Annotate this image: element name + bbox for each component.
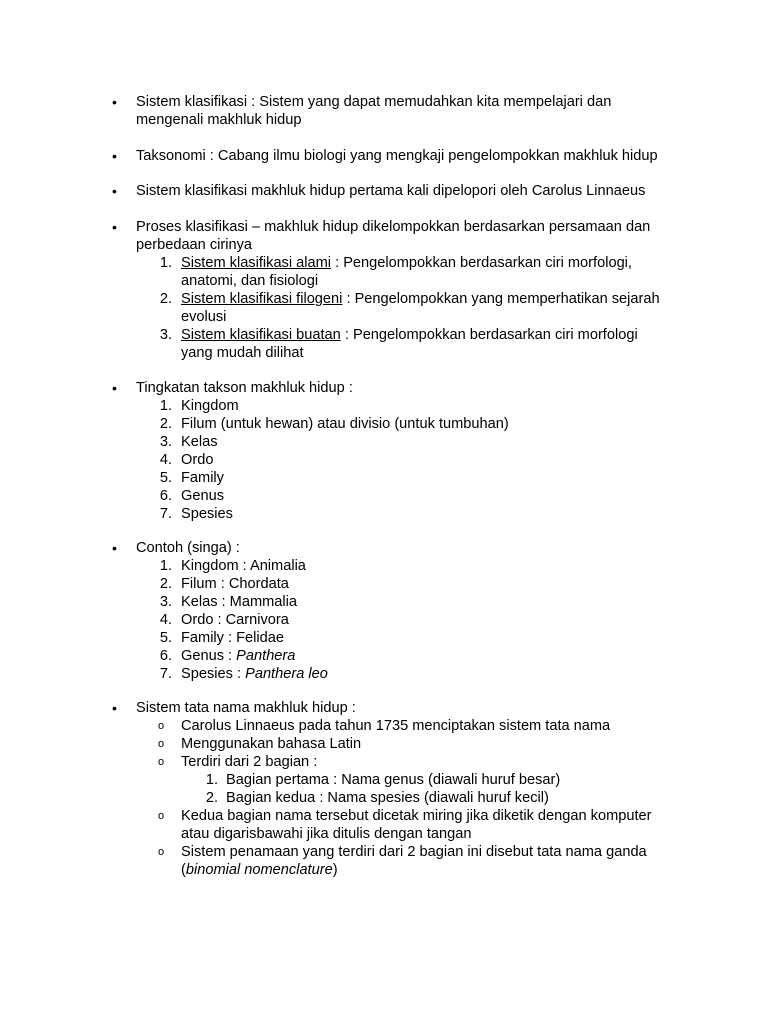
nested-item: Bagian kedua : Nama spesies (diawali huruf kecil): [226, 790, 549, 806]
bullet-text: Sistem klasifikasi : Sistem yang dapat memudahkan kita mempelajari dan mengenali makhluk hidup: [136, 94, 612, 128]
term-underlined: Sistem klasifikasi filogeni: [181, 291, 343, 307]
list-item: Filum (untuk hewan) atau divisio (untuk tumbuhan): [181, 416, 509, 432]
list-item: Genus : Panthera: [181, 648, 296, 664]
list-number: 1.: [159, 398, 172, 414]
sub-item: Sistem penamaan yang terdiri dari 2 bagian ini disebut tata nama ganda (binomial nomenclature): [181, 844, 647, 878]
bullet-text: Sistem klasifikasi makhluk hidup pertama kali dipelopori oleh Carolus Linnaeus: [136, 183, 646, 199]
list-item: Kingdom: [181, 398, 239, 414]
sub-bullet-glyph: o: [158, 756, 165, 768]
italic-genus: Panthera: [236, 648, 296, 664]
list-item: Genus: [181, 488, 224, 504]
nested-number: 2.: [205, 790, 218, 806]
list-number: 6.: [159, 488, 172, 504]
sub-bullet-glyph: o: [158, 738, 165, 750]
bullet-text: Taksonomi : Cabang ilmu biologi yang mengkaji pengelompokkan makhluk hidup: [136, 148, 658, 164]
bullet-text: Sistem tata nama makhluk hidup :: [136, 700, 356, 716]
bullet-glyph: •: [112, 540, 117, 556]
list-number: 6.: [159, 648, 172, 664]
bullet-glyph: •: [112, 219, 117, 235]
sub-item: Kedua bagian nama tersebut dicetak miring jika diketik dengan komputer atau digarisbawahi jika ditulis dengan tangan: [181, 808, 652, 842]
list-number: 3.: [159, 327, 172, 343]
list-number: 3.: [159, 594, 172, 610]
list-item: Kingdom : Animalia: [181, 558, 306, 574]
list-number: 5.: [159, 470, 172, 486]
list-item: Kelas: [181, 434, 218, 450]
list-number: 1.: [159, 255, 172, 271]
list-item: Sistem klasifikasi buatan : Pengelompokkan berdasarkan ciri morfologi yang mudah dilihat: [181, 327, 638, 361]
list-item: Ordo: [181, 452, 214, 468]
list-item: Sistem klasifikasi alami : Pengelompokkan berdasarkan ciri morfologi, anatomi, dan fisiologi: [181, 255, 632, 289]
bullet-glyph: •: [112, 94, 117, 110]
list-item: Filum : Chordata: [181, 576, 289, 592]
list-number: 3.: [159, 434, 172, 450]
sub-bullet-glyph: o: [158, 846, 165, 858]
nested-item: Bagian pertama : Nama genus (diawali huruf besar): [226, 772, 561, 788]
list-item: Ordo : Carnivora: [181, 612, 289, 628]
list-item: Family: [181, 470, 224, 486]
italic-binomial: binomial nomenclature: [185, 862, 333, 878]
list-number: 7.: [159, 666, 172, 682]
bullet-text: Contoh (singa) :: [136, 540, 240, 556]
list-number: 5.: [159, 630, 172, 646]
list-item: Spesies : Panthera leo: [181, 666, 328, 682]
bullet-glyph: •: [112, 183, 117, 199]
bullet-glyph: •: [112, 380, 117, 396]
sub-item: Terdiri dari 2 bagian :: [181, 754, 318, 770]
bullet-glyph: •: [112, 700, 117, 716]
list-item: Family : Felidae: [181, 630, 284, 646]
list-number: 2.: [159, 576, 172, 592]
list-item: Sistem klasifikasi filogeni : Pengelompokkan yang memperhatikan sejarah evolusi: [181, 291, 660, 325]
italic-species: Panthera leo: [245, 666, 328, 682]
term-underlined: Sistem klasifikasi alami: [181, 255, 332, 271]
list-number: 1.: [159, 558, 172, 574]
list-number: 2.: [159, 291, 172, 307]
bullet-glyph: •: [112, 148, 117, 164]
list-number: 4.: [159, 452, 172, 468]
sub-bullet-glyph: o: [158, 720, 165, 732]
bullet-text: Proses klasifikasi – makhluk hidup dikelompokkan berdasarkan persamaan dan perbedaan cirinya: [136, 219, 651, 253]
list-number: 7.: [159, 506, 172, 522]
sub-bullet-glyph: o: [158, 810, 165, 822]
list-item: Kelas : Mammalia: [181, 594, 297, 610]
list-number: 4.: [159, 612, 172, 628]
nested-number: 1.: [205, 772, 218, 788]
bullet-text: Tingkatan takson makhluk hidup :: [136, 380, 353, 396]
sub-item: Menggunakan bahasa Latin: [181, 736, 362, 752]
sub-item: Carolus Linnaeus pada tahun 1735 menciptakan sistem tata nama: [181, 718, 611, 734]
list-item: Spesies: [181, 506, 233, 522]
list-number: 2.: [159, 416, 172, 432]
term-underlined: Sistem klasifikasi buatan: [181, 327, 341, 343]
